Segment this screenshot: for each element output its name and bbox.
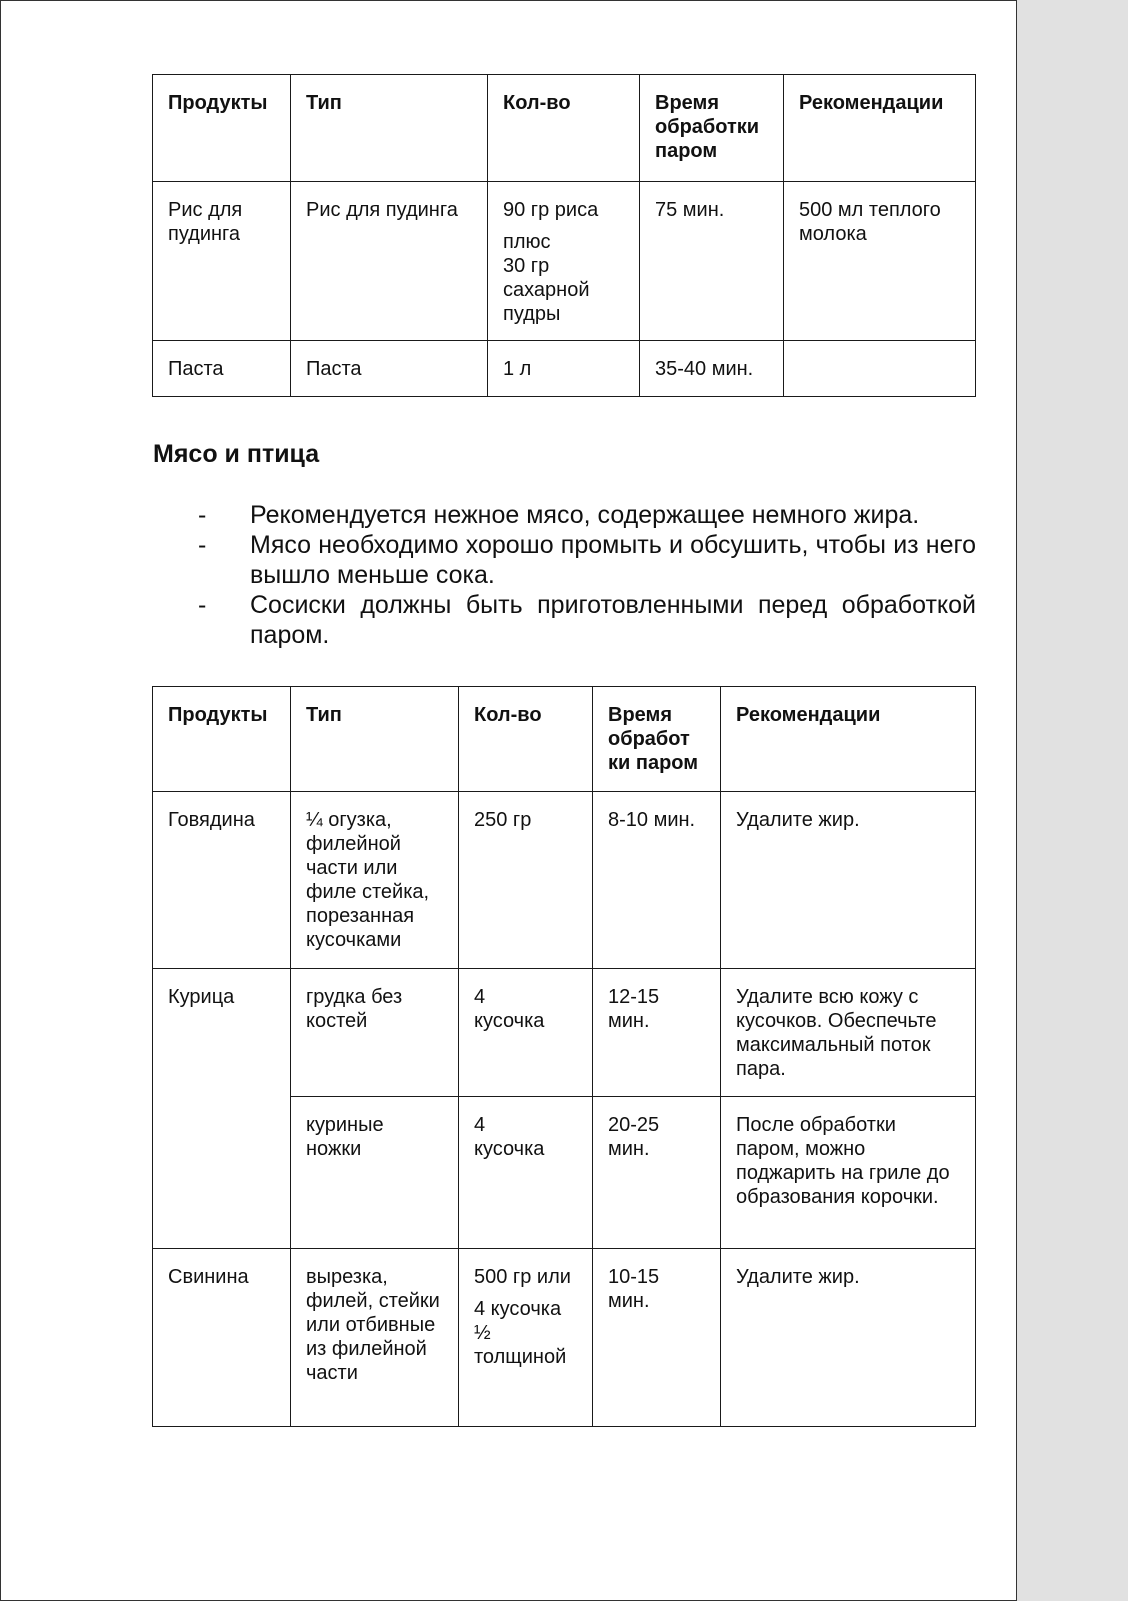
time-cell: 20-25 мин.	[593, 1097, 721, 1249]
advice-cell: 500 мл теплого молока	[784, 182, 976, 341]
type-cell: Паста	[291, 341, 488, 397]
table-row	[153, 1249, 976, 1427]
table-row	[153, 969, 976, 1097]
time-cell: 12-15 мин.	[593, 969, 721, 1097]
meat-tips-list	[198, 500, 976, 650]
quantity-cell: 250 гр	[459, 792, 593, 969]
quantity-line: 4 кусочка ½ толщиной	[474, 1298, 567, 1368]
quantity-cell	[459, 1249, 593, 1427]
quantity-cell: 4 кусочка	[459, 1097, 593, 1249]
bullet-marker: -	[198, 531, 207, 559]
table-header-row	[153, 75, 976, 182]
header-cell: Время обработ ки паром	[593, 687, 721, 792]
advice-cell: Удалите всю кожу с кусочков. Обеспечьте максимальный поток пара.	[721, 969, 976, 1097]
advice-cell	[784, 341, 976, 397]
side-margin-strip	[1017, 0, 1128, 1601]
list-item-text: Мясо необходимо хорошо промыть и обсушить, чтобы из него вышло меньше сока.	[250, 531, 976, 589]
quantity-line: плюс	[503, 231, 551, 253]
advice-cell: После обработки паром, можно поджарить на гриле до образования корочки.	[721, 1097, 976, 1249]
header-cell: Рекомендации	[784, 75, 976, 182]
table-row	[153, 341, 976, 397]
advice-cell: Удалите жир.	[721, 792, 976, 969]
product-cell: Курица	[153, 969, 291, 1249]
time-cell: 35-40 мин.	[640, 341, 784, 397]
product-cell: Рис для пудинга	[153, 182, 291, 341]
header-cell: Тип	[291, 687, 459, 792]
meat-poultry-table	[152, 686, 976, 1427]
list-item	[198, 500, 976, 530]
product-cell: Свинина	[153, 1249, 291, 1427]
table-row	[153, 182, 976, 341]
type-cell: Рис для пудинга	[291, 182, 488, 341]
time-cell: 75 мин.	[640, 182, 784, 341]
type-cell: вырезка, филей, стейки или отбивные из филейной части	[291, 1249, 459, 1427]
table-row	[153, 792, 976, 969]
type-cell: ¼ огузка, филейной части или филе стейка, порезанная кусочками	[291, 792, 459, 969]
product-cell: Говядина	[153, 792, 291, 969]
list-item-text: Сосиски должны быть приготовленными перед обработкой паром.	[250, 591, 976, 649]
header-cell: Тип	[291, 75, 488, 182]
header-cell: Рекомендации	[721, 687, 976, 792]
section-title: Мясо и птица	[153, 440, 320, 468]
header-cell: Кол-во	[488, 75, 640, 182]
list-item-text: Рекомендуется нежное мясо, содержащее немного жира.	[250, 501, 920, 529]
header-cell: Кол-во	[459, 687, 593, 792]
type-cell: грудка без костей	[291, 969, 459, 1097]
time-cell: 10-15 мин.	[593, 1249, 721, 1427]
time-cell: 8-10 мин.	[593, 792, 721, 969]
product-cell: Паста	[153, 341, 291, 397]
quantity-line: 90 гр риса	[503, 199, 599, 221]
list-item	[198, 530, 976, 590]
quantity-cell: 1 л	[488, 341, 640, 397]
header-cell: Время обработки паром	[640, 75, 784, 182]
rice-pasta-table	[152, 74, 976, 397]
header-cell: Продукты	[153, 687, 291, 792]
header-cell: Продукты	[153, 75, 291, 182]
type-cell: куриные ножки	[291, 1097, 459, 1249]
quantity-line: 30 гр сахарной пудры	[503, 255, 590, 325]
quantity-cell: 4 кусочка	[459, 969, 593, 1097]
quantity-cell	[488, 182, 640, 341]
quantity-line: 500 гр или	[474, 1266, 571, 1288]
bullet-marker: -	[198, 501, 207, 529]
table-header-row	[153, 687, 976, 792]
bullet-marker: -	[198, 591, 207, 619]
list-item	[198, 590, 976, 650]
advice-cell: Удалите жир.	[721, 1249, 976, 1427]
